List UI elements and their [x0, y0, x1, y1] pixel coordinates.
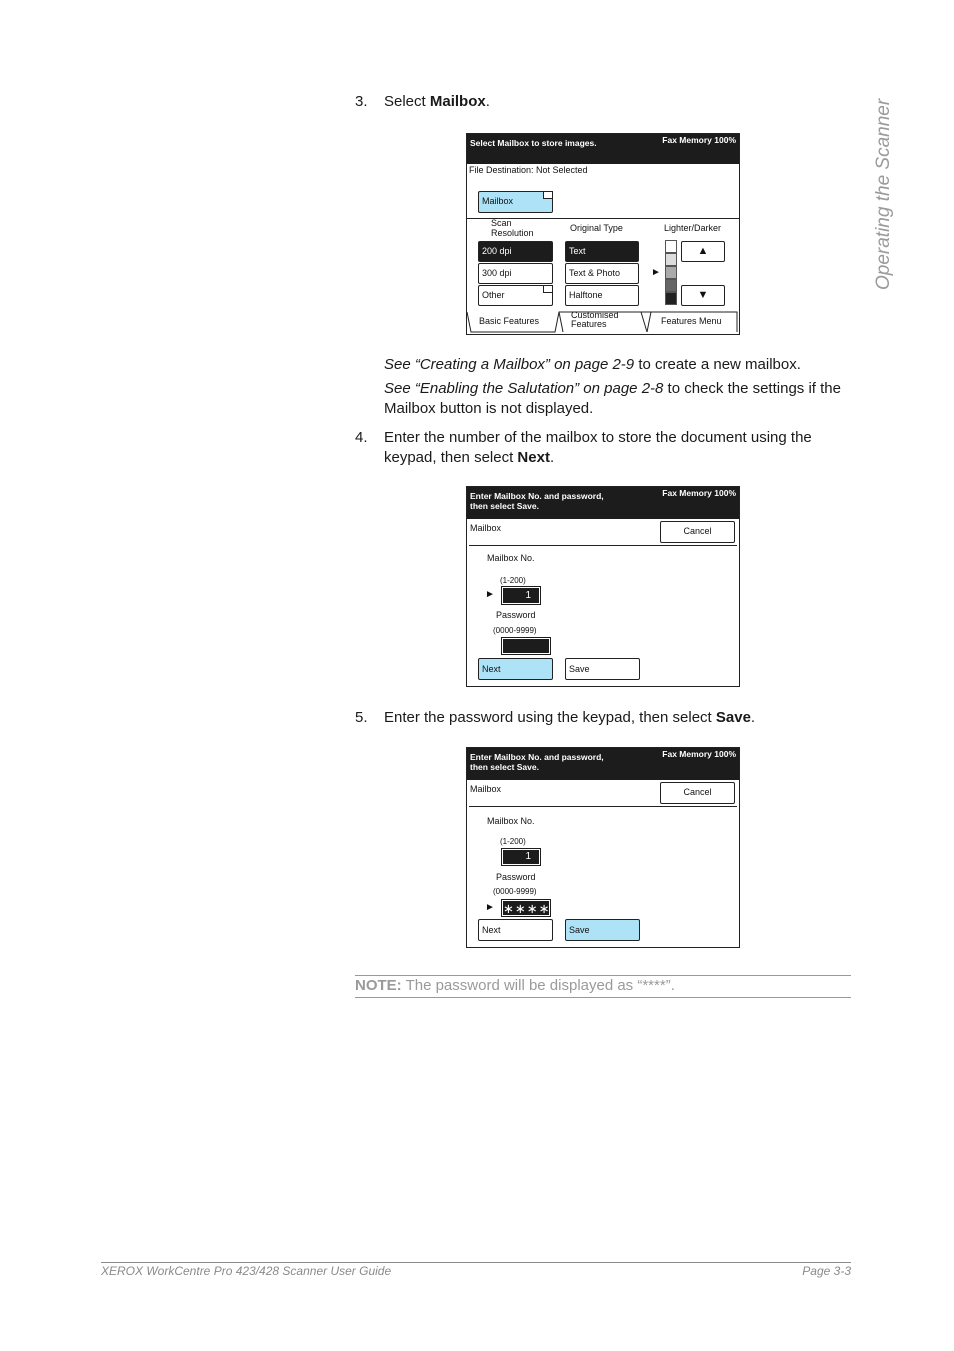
- screen-title: Mailbox: [470, 784, 502, 794]
- save-button[interactable]: Save: [565, 919, 640, 941]
- password-field[interactable]: ∗∗∗∗: [503, 901, 551, 916]
- step-bold: Save: [715, 709, 751, 726]
- screen-title: Mailbox: [470, 523, 502, 533]
- type-text[interactable]: Text: [565, 241, 639, 262]
- type-text-photo[interactable]: Text & Photo: [565, 263, 639, 284]
- screen-message: Select Mailbox to store images.: [470, 138, 597, 148]
- note-bottom-rule: [355, 997, 851, 998]
- screen-header: [467, 134, 739, 164]
- resolution-200dpi[interactable]: 200 dpi: [478, 241, 553, 262]
- mailbox-range: (1-200): [500, 837, 526, 846]
- step-text: Enter the password using the keypad, then select: [384, 709, 716, 726]
- screen-enter-mailbox-no: [466, 486, 740, 687]
- password-label: Password: [496, 872, 536, 882]
- step-text: Select: [384, 93, 430, 110]
- next-button[interactable]: Next: [478, 658, 553, 680]
- mailbox-number-field[interactable]: 1: [502, 849, 540, 865]
- resolution-other[interactable]: Other: [478, 285, 553, 306]
- screen-message: Enter Mailbox No. and password, then select Save.: [470, 491, 604, 511]
- mailbox-number-field[interactable]: 1: [502, 587, 540, 604]
- step-bold: Next: [517, 449, 550, 466]
- footer-rule: [101, 1262, 851, 1263]
- original-type-label: Original Type: [570, 223, 623, 233]
- step-number: 4.: [355, 429, 368, 446]
- screen-header: [467, 487, 739, 519]
- mailbox-no-label: Mailbox No.: [487, 816, 535, 826]
- cancel-button[interactable]: Cancel: [660, 782, 735, 804]
- level-pointer-icon: ►: [651, 267, 661, 278]
- page-number: Page 3-3: [802, 1264, 851, 1278]
- note-text: The password will be displayed as “****”.: [401, 977, 675, 994]
- darker-down-button[interactable]: [681, 285, 725, 306]
- pointer-icon: ►: [485, 902, 495, 913]
- password-field[interactable]: [502, 638, 550, 654]
- password-range: (0000-9999): [493, 626, 537, 635]
- save-button[interactable]: Save: [565, 658, 640, 680]
- screen-select-mailbox: [466, 133, 740, 335]
- fax-memory: Fax Memory 100%: [662, 488, 736, 498]
- lighter-darker-label: Lighter/Darker: [664, 223, 722, 233]
- footer-title: XEROX WorkCentre Pro 423/428 Scanner User Guide: [101, 1264, 392, 1278]
- down-arrow-icon: ▼: [697, 289, 709, 301]
- step-number: 5.: [355, 709, 368, 726]
- popup-marker-icon: [543, 285, 553, 293]
- screen-header: [467, 748, 739, 780]
- password-label: Password: [496, 610, 536, 620]
- fax-memory: Fax Memory 100%: [662, 749, 736, 759]
- next-button[interactable]: Next: [478, 919, 553, 941]
- pointer-icon: ►: [485, 589, 495, 600]
- step-number: 3.: [355, 93, 368, 110]
- divider: [469, 806, 737, 807]
- section-side-title: Operating the Scanner: [873, 98, 894, 290]
- reference-enabling-salutation: See “Enabling the Salutation” on page 2-8 to check the settings if the Mailbox button is not displayed.: [384, 380, 841, 417]
- popup-marker-icon: [543, 191, 553, 199]
- file-destination: File Destination: Not Selected: [469, 165, 588, 175]
- divider: [469, 545, 737, 546]
- tab-customised-features[interactable]: Customised Features: [571, 310, 619, 329]
- note-label: NOTE:: [355, 977, 402, 994]
- screen-message: Enter Mailbox No. and password, then select Save.: [470, 752, 604, 772]
- fax-memory: Fax Memory 100%: [662, 135, 736, 145]
- up-arrow-icon: ▲: [697, 245, 709, 257]
- mailbox-no-label: Mailbox No.: [487, 553, 535, 563]
- resolution-300dpi[interactable]: 300 dpi: [478, 263, 553, 284]
- mailbox-range: (1-200): [500, 576, 526, 585]
- note: [355, 977, 675, 994]
- reference-creating-mailbox: See “Creating a Mailbox” on page 2-9 to create a new mailbox.: [384, 356, 801, 373]
- note-top-rule: [355, 975, 851, 976]
- mailbox-button[interactable]: Mailbox: [478, 191, 553, 213]
- tab-basic-features[interactable]: Basic Features: [479, 316, 540, 326]
- step-bold: Mailbox: [429, 93, 486, 110]
- tab-features-menu[interactable]: Features Menu: [661, 316, 722, 326]
- type-halftone[interactable]: Halftone: [565, 285, 639, 306]
- password-range: (0000-9999): [493, 887, 537, 896]
- screen-enter-password: [466, 747, 740, 948]
- scan-resolution-label: Scan Resolution: [491, 218, 534, 238]
- lighter-up-button[interactable]: [681, 241, 725, 262]
- step-text: Enter the number of the mailbox to store the document using the keypad, then select: [384, 429, 812, 466]
- cancel-button[interactable]: Cancel: [660, 521, 735, 543]
